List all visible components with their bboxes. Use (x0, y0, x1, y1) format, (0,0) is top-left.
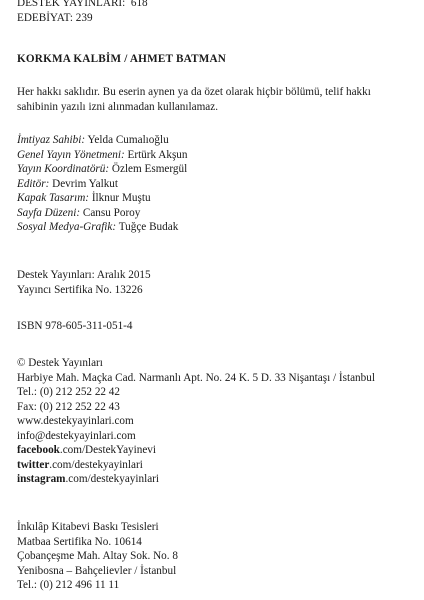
edition-info (17, 268, 417, 297)
instagram-brand: instagram (17, 473, 66, 485)
rights-line-1: Her hakkı saklıdır. Bu eserin aynen ya da özet olarak hiçbir bölümü, telif hakkı (17, 86, 371, 98)
credit-name: Cansu Poroy (82, 206, 141, 219)
rights-notice (17, 85, 417, 114)
credit-name: İlknur Muştu (91, 192, 151, 204)
printer-address-2: Yenibosna – Bahçelievler / İstanbul (17, 564, 177, 577)
edition-date: Destek Yayınları: Aralık 2015 (17, 269, 151, 281)
series-number: 618 (130, 0, 148, 9)
category-line (17, 11, 417, 26)
printer-name: İnkılâp Kitabevi Baskı Tesisleri (17, 521, 159, 533)
credit-role: Sosyal Medya-Grafik: (17, 221, 117, 233)
credit-row (17, 133, 417, 148)
category-label: EDEBİYAT: (17, 11, 73, 24)
credit-role: Editör: (17, 177, 50, 190)
instagram-link[interactable] (17, 472, 417, 487)
series-line (17, 0, 417, 11)
publisher-website-link[interactable]: www.destekyayinlari.com (17, 415, 134, 427)
book-title (17, 52, 417, 67)
printer-info (17, 520, 417, 593)
credit-row (17, 177, 417, 192)
rights-line-2: sahibinin yazılı izni alınmadan kullanılamaz. (17, 100, 219, 113)
book-title-text: KORKMA KALBİM / AHMET BATMAN (17, 53, 227, 65)
credit-role: Kapak Tasarım: (17, 192, 90, 204)
credit-row (17, 220, 417, 235)
facebook-brand: facebook (17, 444, 60, 456)
twitter-brand: twitter (17, 458, 50, 471)
credits-list (17, 133, 417, 235)
credit-role: İmtiyaz Sahibi: (17, 134, 86, 146)
publisher-address: Harbiye Mah. Maçka Cad. Narmanlı Apt. No. 24 K. 5 D. 33 Nişantaşı / İstanbul (17, 371, 375, 384)
credit-name: Ertürk Akşun (127, 148, 188, 161)
printer-address-1: Çobançeşme Mah. Altay Sok. No. 8 (17, 550, 178, 562)
credit-name: Özlem Esmergül (111, 163, 188, 175)
instagram-path: .com/destekyayinlari (65, 473, 159, 485)
series-label: DESTEK YAYINLARI: (17, 0, 126, 9)
credit-row (17, 162, 417, 177)
publisher-contact (17, 356, 417, 487)
credit-row (17, 206, 417, 221)
credit-role: Yayın Koordinatörü: (17, 163, 110, 175)
credit-name: Yelda Cumalıoğlu (87, 134, 169, 146)
printer-tel: Tel.: (0) 212 496 11 11 (17, 579, 120, 591)
publisher-email-link[interactable]: info@destekyayinlari.com (17, 429, 136, 442)
credit-row (17, 148, 417, 163)
facebook-link[interactable] (17, 443, 417, 458)
category-number: 239 (75, 11, 93, 24)
isbn-block (17, 319, 417, 334)
credit-name: Tuğçe Budak (118, 221, 179, 233)
facebook-path: .com/DestekYayinevi (59, 444, 157, 456)
publication-header (17, 0, 417, 25)
twitter-path: .com/destekyayinlari (49, 458, 143, 471)
publisher-fax: Fax: (0) 212 252 22 43 (17, 400, 120, 413)
credit-role: Sayfa Düzeni: (17, 206, 81, 219)
credit-row (17, 191, 417, 206)
publisher-tel: Tel.: (0) 212 252 22 42 (17, 386, 120, 398)
credit-name: Devrim Yalkut (52, 177, 119, 190)
copyright-line: © Destek Yayınları (17, 357, 103, 369)
twitter-link[interactable] (17, 458, 417, 473)
publisher-certificate: Yayıncı Sertifika No. 13226 (17, 283, 143, 296)
isbn-number: ISBN 978-605-311-051-4 (17, 320, 133, 332)
printer-certificate: Matbaa Sertifika No. 10614 (17, 535, 142, 548)
credit-role: Genel Yayın Yönetmeni: (17, 148, 125, 161)
